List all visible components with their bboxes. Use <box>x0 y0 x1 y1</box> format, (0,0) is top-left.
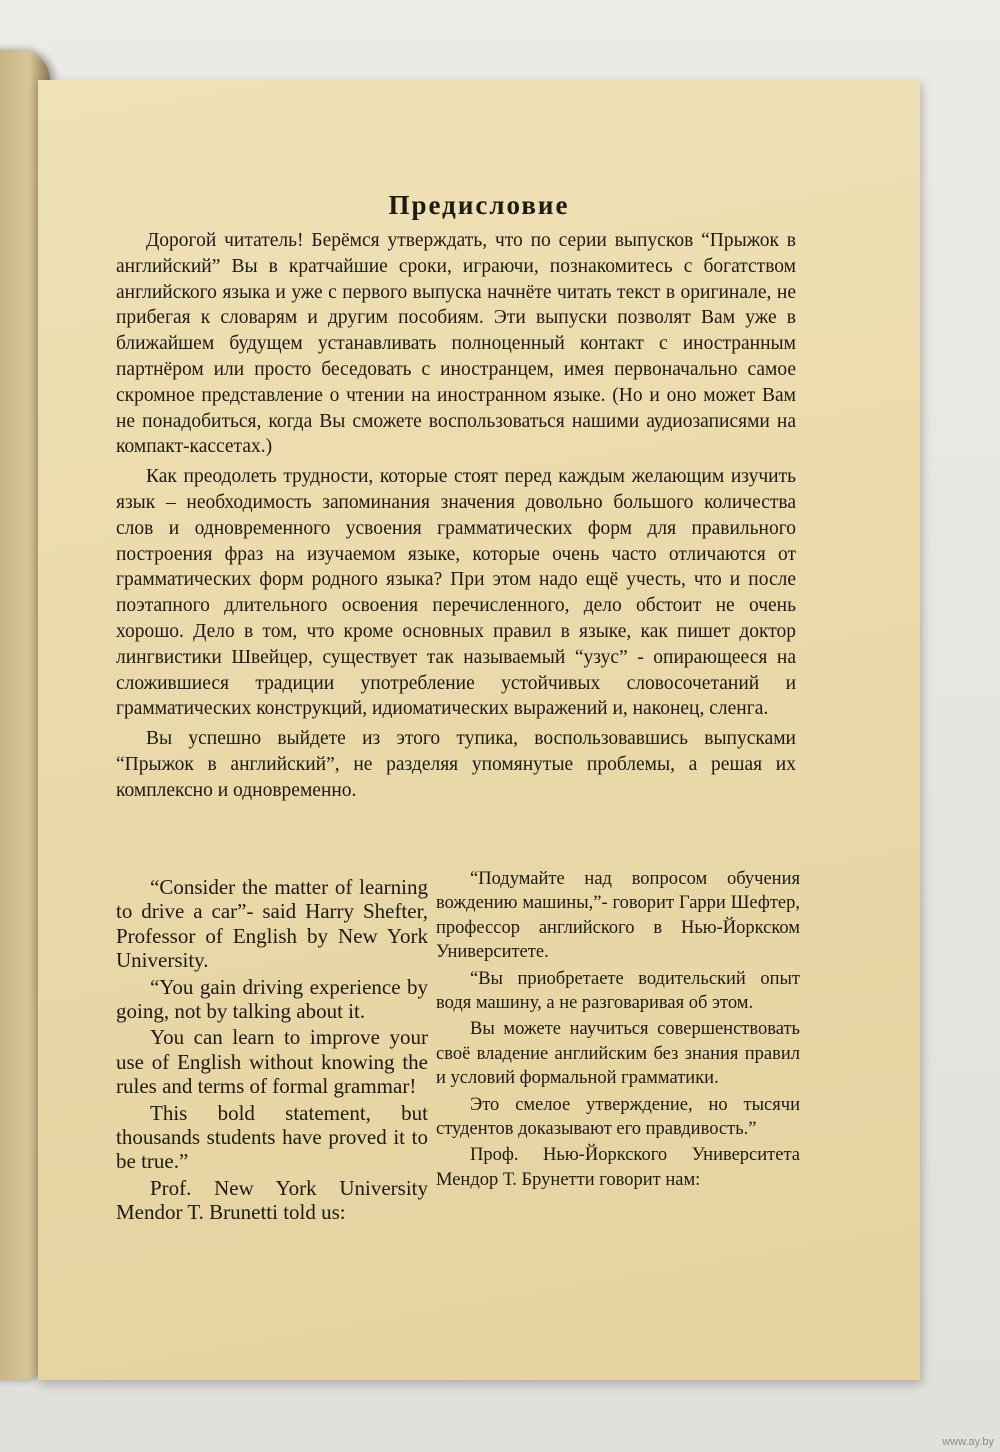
site-watermark: www.ay.by <box>942 1436 994 1448</box>
book-page <box>38 80 920 1380</box>
intro-text <box>116 228 796 808</box>
russian-paragraph: Это смелое утверждение, но тысячи студентов доказывают его правдивость.” <box>436 1094 800 1140</box>
intro-paragraph: Вы успешно выйдете из этого тупика, воспользовавшись выпусками “Прыжок в английский”, не разделяя упомянутые проблемы, а решая их комплексно и одновременно. <box>116 728 796 801</box>
english-paragraph: You can learn to improve your use of English without knowing the rules and terms of formal grammar! <box>116 1025 428 1099</box>
english-column <box>116 875 428 1227</box>
intro-paragraph: Дорогой читатель! Берёмся утверждать, что по серии выпусков “Прыжок в английский” Вы в кратчайшие сроки, играючи, познакомитесь с богатством английского языка и уже с первого выпуска начнёте читать текст в оригинале, не прибегая к словарям и другим пособиям. Эти выпуски позволят Вам уже в ближайшем будущем устанавливать полноценный контакт с иностранным партнёром или просто беседовать с иностранцем, имея первоначально самое скромное представление о чтении на иностранном языке. (Но и оно может Вам не понадобиться, когда Вы сможете воспользоваться нашими аудиозаписями на компакт-кассетах.) <box>116 230 796 458</box>
page-title: Предисловие <box>388 190 570 220</box>
english-paragraph: Prof. New York University Mendor T. Brunetti told us: <box>116 1175 428 1225</box>
english-paragraph: “Consider the matter of learning to drive a car”- said Harry Shefter, Professor of English by New York University. <box>116 875 428 973</box>
russian-paragraph: Проф. Нью-Йоркского Университета Мендор Т. Брунетти говорит нам: <box>436 1145 800 1190</box>
intro-paragraph: Как преодолеть трудности, которые стоят перед каждым желающим изучить язык – необходимость запоминания значения довольно большого количества слов и одновременного усвоения грамматических форм для правильного построения фраз на изучаемом языке, которые очень часто отличаются от грамматических форм родного языка? При этом надо ещё учесть, что и после поэтапного длительного освоения перечисленного, дело обстоит не очень хорошо. Дело в том, что кроме основных правил в языке, как пишет доктор лингвистики Швейцер, существует так называемый “узус” - опирающееся на сложившиеся традиции употребление устойчивых словосочетаний и грамматических конструкций, идиоматических выражений и, наконец, сленга. <box>116 466 796 720</box>
russian-paragraph: “Вы приобретаете водительский опыт водя машину, а не разговаривая об этом. <box>436 968 800 1014</box>
russian-paragraph: “Подумайте над вопросом обучения вождению машины,”- говорит Гарри Шефтер, профессор английского в Нью-Йоркском Университете. <box>436 869 800 963</box>
english-paragraph: “You gain driving experience by going, not by talking about it. <box>116 974 428 1024</box>
english-paragraph: This bold statement, but thousands students have proved it to be true.” <box>116 1100 428 1174</box>
russian-column <box>436 867 800 1194</box>
russian-paragraph: Вы можете научиться совершенствовать своё владение английским без знания правил и условий формальной грамматики. <box>436 1019 800 1089</box>
